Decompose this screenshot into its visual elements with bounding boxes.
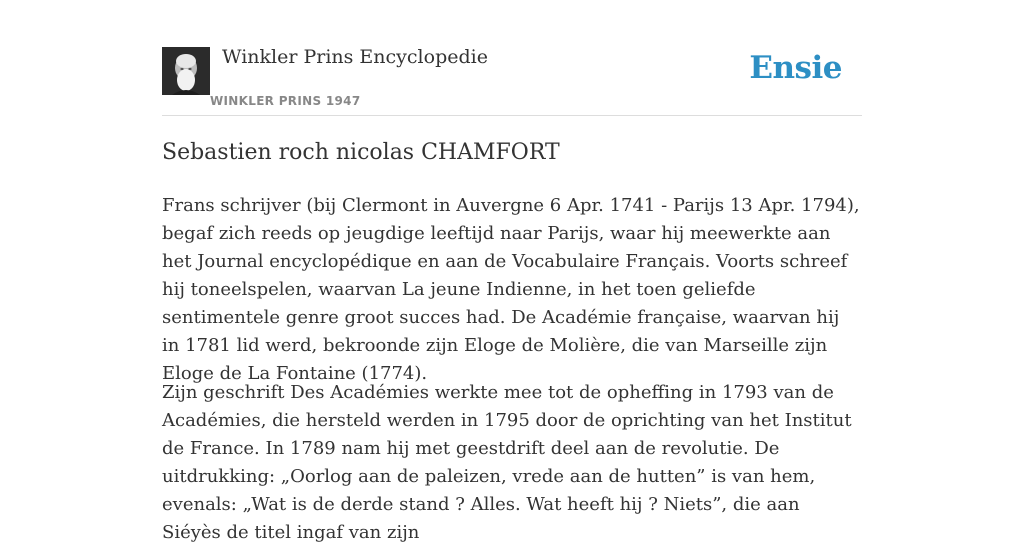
author-avatar[interactable] bbox=[162, 47, 210, 95]
article-paragraph-1: Frans schrijver (bij Clermont in Auvergne 6 Apr. 1741 - Parijs 13 Apr. 1794), begaf zich reeds op jeugdige leeftijd naar Parijs, waar hij meewerkte aan het Journal encyclopédique en aan de Vocabulaire Français. Voorts schreef hij toneelspelen, waarvan La jeune Indienne, in het toen geliefde sentimentele genre groot succes had. De Académie française, waarvan hij in 1781 lid werd, bekroonde zijn Eloge de Molière, die van Marseille zijn Eloge de La Fontaine (1774). bbox=[162, 195, 860, 384]
portrait-image bbox=[162, 47, 210, 95]
source-title[interactable]: Winkler Prins Encyclopedie bbox=[222, 46, 488, 68]
article-header bbox=[162, 0, 862, 116]
article-title: Sebastien roch nicolas CHAMFORT bbox=[162, 140, 560, 165]
article-paragraph-2: Zijn geschrift Des Académies werkte mee tot de opheffing in 1793 van de Académies, die hersteld werden in 1795 door de oprichting van het Institut de France. In 1789 nam hij met geestdrift deel aan de revolutie. De uitdrukking: „Oorlog aan de paleizen, vrede aan de hutten” is van hem, evenals: „Wat is de derde stand ? Alles. Wat heeft hij ? Niets”, die aan Siéyès de titel ingaf van zijn bbox=[162, 382, 852, 543]
source-subtitle[interactable]: WINKLER PRINS 1947 bbox=[210, 94, 361, 108]
ensie-logo-link[interactable]: Ensie bbox=[749, 50, 842, 86]
page-content bbox=[162, 0, 862, 543]
